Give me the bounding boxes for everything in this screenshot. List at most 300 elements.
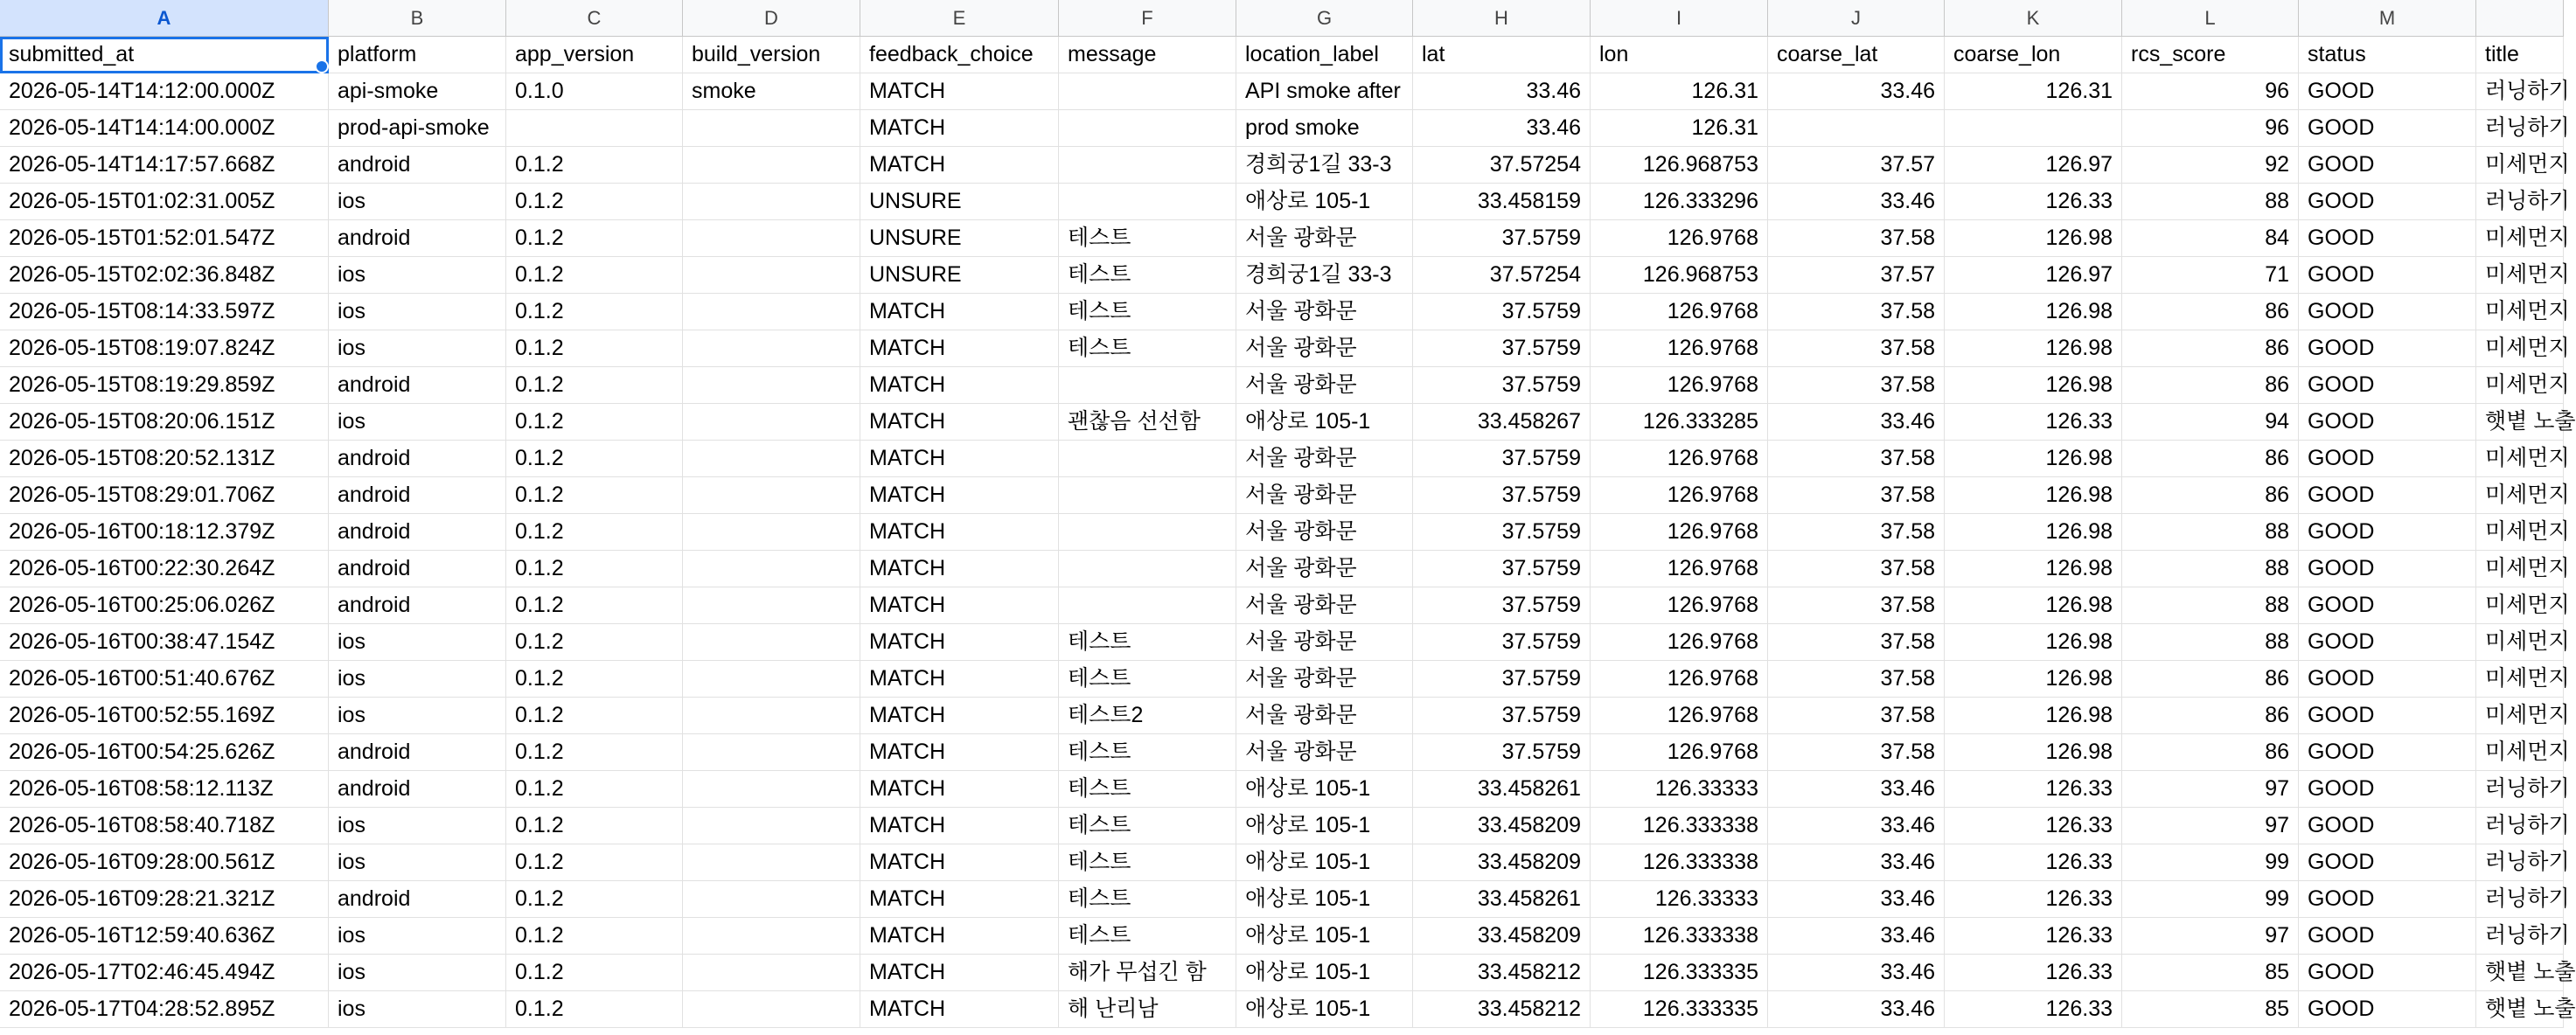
table-cell[interactable]: 126.9768 <box>1591 661 1768 698</box>
table-cell[interactable]: 2026-05-15T08:19:07.824Z <box>0 330 329 367</box>
table-cell[interactable]: 러닝하기 <box>2476 808 2564 844</box>
table-cell[interactable]: 37.5759 <box>1413 220 1591 257</box>
column-header[interactable]: F <box>1059 0 1236 37</box>
table-cell[interactable]: MATCH <box>860 698 1059 734</box>
table-cell[interactable] <box>1059 110 1236 147</box>
table-cell[interactable]: GOOD <box>2299 624 2476 661</box>
table-cell[interactable]: 2026-05-16T00:52:55.169Z <box>0 698 329 734</box>
table-cell[interactable]: GOOD <box>2299 110 2476 147</box>
table-cell[interactable] <box>683 220 860 257</box>
table-cell[interactable]: 99 <box>2122 844 2299 881</box>
table-cell[interactable]: 85 <box>2122 991 2299 1028</box>
table-cell[interactable]: android <box>329 441 506 477</box>
table-cell[interactable]: 37.57 <box>1768 257 1945 294</box>
table-cell[interactable]: 햇볕 노출 <box>2476 404 2564 441</box>
table-cell[interactable]: 126.98 <box>1945 661 2122 698</box>
table-cell[interactable]: 테스트 <box>1059 734 1236 771</box>
table-cell[interactable]: GOOD <box>2299 294 2476 330</box>
table-cell[interactable]: android <box>329 587 506 624</box>
table-cell[interactable]: 0.1.2 <box>506 844 683 881</box>
table-cell[interactable]: 86 <box>2122 698 2299 734</box>
table-cell[interactable]: MATCH <box>860 73 1059 110</box>
table-cell[interactable]: 97 <box>2122 771 2299 808</box>
table-cell[interactable]: 126.9768 <box>1591 624 1768 661</box>
table-cell[interactable] <box>683 587 860 624</box>
table-cell[interactable]: ios <box>329 184 506 220</box>
table-cell[interactable]: MATCH <box>860 661 1059 698</box>
table-cell[interactable]: 37.5759 <box>1413 698 1591 734</box>
table-cell[interactable]: 33.46 <box>1768 184 1945 220</box>
table-cell[interactable]: MATCH <box>860 624 1059 661</box>
table-cell[interactable]: 126.98 <box>1945 367 2122 404</box>
table-cell[interactable]: 테스트 <box>1059 257 1236 294</box>
table-cell[interactable]: 미세먼지 <box>2476 367 2564 404</box>
table-cell[interactable]: ios <box>329 844 506 881</box>
table-cell[interactable]: 37.58 <box>1768 514 1945 551</box>
table-cell[interactable]: ios <box>329 918 506 955</box>
table-cell[interactable]: 미세먼지 <box>2476 147 2564 184</box>
table-cell[interactable] <box>683 808 860 844</box>
table-cell[interactable]: android <box>329 367 506 404</box>
table-cell[interactable]: 33.458267 <box>1413 404 1591 441</box>
table-cell[interactable]: 126.333338 <box>1591 918 1768 955</box>
table-cell[interactable]: MATCH <box>860 955 1059 991</box>
table-cell[interactable] <box>683 624 860 661</box>
table-cell[interactable]: 0.1.2 <box>506 771 683 808</box>
table-cell[interactable]: 85 <box>2122 955 2299 991</box>
table-cell[interactable]: 126.33 <box>1945 184 2122 220</box>
table-cell[interactable]: ios <box>329 808 506 844</box>
table-cell[interactable]: 33.46 <box>1413 73 1591 110</box>
table-cell[interactable]: 0.1.2 <box>506 734 683 771</box>
table-cell[interactable]: MATCH <box>860 587 1059 624</box>
table-cell[interactable]: 0.1.2 <box>506 441 683 477</box>
table-cell[interactable]: UNSURE <box>860 257 1059 294</box>
table-cell[interactable]: 37.5759 <box>1413 587 1591 624</box>
table-cell[interactable]: MATCH <box>860 844 1059 881</box>
table-cell[interactable]: GOOD <box>2299 147 2476 184</box>
table-cell[interactable]: 서울 광화문 <box>1236 551 1413 587</box>
table-cell[interactable] <box>683 991 860 1028</box>
table-cell[interactable]: android <box>329 514 506 551</box>
table-cell[interactable]: 37.5759 <box>1413 734 1591 771</box>
table-cell[interactable]: 88 <box>2122 587 2299 624</box>
table-cell[interactable]: 97 <box>2122 918 2299 955</box>
table-cell[interactable]: 37.58 <box>1768 661 1945 698</box>
table-cell[interactable]: 37.58 <box>1768 551 1945 587</box>
table-cell[interactable]: 테스트 <box>1059 330 1236 367</box>
table-cell[interactable]: 2026-05-16T08:58:12.113Z <box>0 771 329 808</box>
table-cell[interactable]: 2026-05-14T14:17:57.668Z <box>0 147 329 184</box>
table-cell[interactable]: 88 <box>2122 514 2299 551</box>
table-cell[interactable]: GOOD <box>2299 330 2476 367</box>
table-cell[interactable]: GOOD <box>2299 477 2476 514</box>
table-cell[interactable]: 2026-05-16T00:25:06.026Z <box>0 587 329 624</box>
table-cell[interactable]: ios <box>329 661 506 698</box>
table-cell[interactable]: 햇볕 노출 <box>2476 991 2564 1028</box>
table-cell[interactable]: 126.31 <box>1945 73 2122 110</box>
table-cell[interactable]: 0.1.2 <box>506 881 683 918</box>
table-cell[interactable]: 126.9768 <box>1591 367 1768 404</box>
table-cell[interactable]: 0.1.2 <box>506 808 683 844</box>
table-cell[interactable]: 126.98 <box>1945 477 2122 514</box>
table-cell[interactable]: 126.98 <box>1945 624 2122 661</box>
table-cell[interactable]: 테스트 <box>1059 220 1236 257</box>
table-cell[interactable]: 2026-05-15T08:14:33.597Z <box>0 294 329 330</box>
table-cell[interactable]: 71 <box>2122 257 2299 294</box>
table-cell[interactable] <box>1945 110 2122 147</box>
table-cell[interactable] <box>1059 477 1236 514</box>
table-cell[interactable]: 86 <box>2122 367 2299 404</box>
table-cell[interactable]: 126.333285 <box>1591 404 1768 441</box>
table-cell[interactable]: 126.33 <box>1945 844 2122 881</box>
table-cell[interactable]: 경희궁1길 33-3 <box>1236 257 1413 294</box>
table-cell[interactable]: 126.98 <box>1945 441 2122 477</box>
table-cell[interactable]: android <box>329 771 506 808</box>
table-cell[interactable] <box>683 294 860 330</box>
header-cell[interactable]: title <box>2476 37 2564 73</box>
table-cell[interactable] <box>683 661 860 698</box>
table-cell[interactable]: 126.33333 <box>1591 881 1768 918</box>
table-cell[interactable]: 126.98 <box>1945 551 2122 587</box>
column-header[interactable]: J <box>1768 0 1945 37</box>
table-cell[interactable]: 126.9768 <box>1591 330 1768 367</box>
table-cell[interactable]: 37.58 <box>1768 441 1945 477</box>
table-cell[interactable]: 33.458261 <box>1413 771 1591 808</box>
table-cell[interactable]: 37.58 <box>1768 477 1945 514</box>
table-cell[interactable]: 33.458159 <box>1413 184 1591 220</box>
table-cell[interactable]: 33.458212 <box>1413 991 1591 1028</box>
table-cell[interactable]: 2026-05-16T00:38:47.154Z <box>0 624 329 661</box>
table-cell[interactable]: 0.1.2 <box>506 147 683 184</box>
table-cell[interactable]: 92 <box>2122 147 2299 184</box>
table-cell[interactable]: 러닝하기 <box>2476 844 2564 881</box>
table-cell[interactable]: 테스트 <box>1059 771 1236 808</box>
table-cell[interactable]: 86 <box>2122 477 2299 514</box>
table-cell[interactable]: android <box>329 477 506 514</box>
table-cell[interactable]: 37.57 <box>1768 147 1945 184</box>
table-cell[interactable] <box>683 918 860 955</box>
table-cell[interactable]: 126.98 <box>1945 330 2122 367</box>
table-cell[interactable]: android <box>329 551 506 587</box>
table-cell[interactable]: GOOD <box>2299 184 2476 220</box>
table-cell[interactable] <box>1059 514 1236 551</box>
table-cell[interactable]: 126.968753 <box>1591 257 1768 294</box>
table-cell[interactable] <box>1059 73 1236 110</box>
table-cell[interactable]: 126.968753 <box>1591 147 1768 184</box>
table-cell[interactable]: 126.9768 <box>1591 587 1768 624</box>
table-cell[interactable]: 해 난리남 <box>1059 991 1236 1028</box>
table-cell[interactable]: 126.33333 <box>1591 771 1768 808</box>
table-cell[interactable] <box>1059 587 1236 624</box>
table-cell[interactable]: 126.333338 <box>1591 844 1768 881</box>
table-cell[interactable]: MATCH <box>860 294 1059 330</box>
table-cell[interactable]: 37.58 <box>1768 367 1945 404</box>
table-cell[interactable]: MATCH <box>860 551 1059 587</box>
table-cell[interactable]: 126.9768 <box>1591 294 1768 330</box>
table-cell[interactable]: 37.58 <box>1768 294 1945 330</box>
table-cell[interactable]: 37.57254 <box>1413 147 1591 184</box>
table-cell[interactable]: android <box>329 220 506 257</box>
table-cell[interactable]: 2026-05-17T04:28:52.895Z <box>0 991 329 1028</box>
table-cell[interactable]: 126.98 <box>1945 587 2122 624</box>
table-cell[interactable]: 37.5759 <box>1413 294 1591 330</box>
table-cell[interactable]: 2026-05-14T14:14:00.000Z <box>0 110 329 147</box>
table-cell[interactable]: 0.1.2 <box>506 551 683 587</box>
table-cell[interactable]: 테스트 <box>1059 624 1236 661</box>
table-cell[interactable]: 2026-05-16T09:28:21.321Z <box>0 881 329 918</box>
table-cell[interactable]: 0.1.2 <box>506 918 683 955</box>
table-cell[interactable]: 2026-05-16T00:54:25.626Z <box>0 734 329 771</box>
table-cell[interactable]: 126.98 <box>1945 514 2122 551</box>
table-cell[interactable]: GOOD <box>2299 551 2476 587</box>
column-header[interactable]: L <box>2122 0 2299 37</box>
table-cell[interactable]: 2026-05-16T00:51:40.676Z <box>0 661 329 698</box>
header-cell[interactable]: location_label <box>1236 37 1413 73</box>
table-cell[interactable]: 37.5759 <box>1413 551 1591 587</box>
table-cell[interactable] <box>683 734 860 771</box>
table-cell[interactable]: 2026-05-15T08:19:29.859Z <box>0 367 329 404</box>
fill-handle[interactable] <box>315 59 329 73</box>
table-cell[interactable]: 애상로 105-1 <box>1236 808 1413 844</box>
header-cell[interactable]: submitted_at <box>0 37 329 73</box>
table-cell[interactable]: 서울 광화문 <box>1236 698 1413 734</box>
table-cell[interactable]: 86 <box>2122 734 2299 771</box>
table-cell[interactable]: 86 <box>2122 441 2299 477</box>
table-cell[interactable]: 2026-05-17T02:46:45.494Z <box>0 955 329 991</box>
table-cell[interactable]: 테스트 <box>1059 294 1236 330</box>
table-cell[interactable]: 서울 광화문 <box>1236 294 1413 330</box>
table-cell[interactable] <box>683 844 860 881</box>
table-cell[interactable] <box>1059 147 1236 184</box>
table-cell[interactable] <box>683 404 860 441</box>
table-cell[interactable]: MATCH <box>860 110 1059 147</box>
table-cell[interactable] <box>683 441 860 477</box>
table-cell[interactable]: api-smoke <box>329 73 506 110</box>
table-cell[interactable]: GOOD <box>2299 698 2476 734</box>
table-cell[interactable]: 33.46 <box>1768 918 1945 955</box>
table-cell[interactable]: ios <box>329 257 506 294</box>
table-cell[interactable]: 33.46 <box>1768 73 1945 110</box>
table-cell[interactable]: GOOD <box>2299 771 2476 808</box>
table-cell[interactable]: 0.1.2 <box>506 477 683 514</box>
table-cell[interactable]: GOOD <box>2299 881 2476 918</box>
header-cell[interactable]: app_version <box>506 37 683 73</box>
table-cell[interactable]: 테스트 <box>1059 844 1236 881</box>
table-cell[interactable]: 37.57254 <box>1413 257 1591 294</box>
table-cell[interactable]: 미세먼지 <box>2476 624 2564 661</box>
table-cell[interactable]: 37.58 <box>1768 330 1945 367</box>
table-cell[interactable]: 99 <box>2122 881 2299 918</box>
table-cell[interactable]: 0.1.2 <box>506 257 683 294</box>
table-cell[interactable]: 애상로 105-1 <box>1236 955 1413 991</box>
table-cell[interactable]: 테스트2 <box>1059 698 1236 734</box>
column-header[interactable]: B <box>329 0 506 37</box>
table-cell[interactable]: 미세먼지 <box>2476 330 2564 367</box>
table-cell[interactable]: 126.31 <box>1591 110 1768 147</box>
table-cell[interactable]: ios <box>329 294 506 330</box>
table-cell[interactable]: 126.9768 <box>1591 551 1768 587</box>
table-cell[interactable]: 2026-05-15T02:02:36.848Z <box>0 257 329 294</box>
table-cell[interactable]: 126.9768 <box>1591 441 1768 477</box>
table-cell[interactable]: GOOD <box>2299 844 2476 881</box>
table-cell[interactable]: MATCH <box>860 991 1059 1028</box>
table-cell[interactable]: 33.46 <box>1413 110 1591 147</box>
table-cell[interactable]: GOOD <box>2299 991 2476 1028</box>
table-cell[interactable] <box>683 257 860 294</box>
table-cell[interactable]: 0.1.2 <box>506 661 683 698</box>
table-cell[interactable]: 126.98 <box>1945 294 2122 330</box>
table-cell[interactable]: 0.1.2 <box>506 367 683 404</box>
table-cell[interactable]: 37.58 <box>1768 220 1945 257</box>
table-cell[interactable]: 37.5759 <box>1413 661 1591 698</box>
table-cell[interactable]: 2026-05-15T01:52:01.547Z <box>0 220 329 257</box>
table-cell[interactable]: 경희궁1길 33-3 <box>1236 147 1413 184</box>
table-cell[interactable]: 2026-05-14T14:12:00.000Z <box>0 73 329 110</box>
table-cell[interactable]: 126.31 <box>1591 73 1768 110</box>
table-cell[interactable]: 테스트 <box>1059 661 1236 698</box>
column-header[interactable]: H <box>1413 0 1591 37</box>
table-cell[interactable]: 126.9768 <box>1591 220 1768 257</box>
table-cell[interactable]: 126.9768 <box>1591 734 1768 771</box>
table-cell[interactable]: API smoke after <box>1236 73 1413 110</box>
table-cell[interactable] <box>683 367 860 404</box>
table-cell[interactable]: 애상로 105-1 <box>1236 881 1413 918</box>
table-cell[interactable]: 0.1.2 <box>506 330 683 367</box>
table-cell[interactable]: 2026-05-15T08:20:52.131Z <box>0 441 329 477</box>
table-cell[interactable]: 햇볕 노출 <box>2476 955 2564 991</box>
table-cell[interactable]: 126.98 <box>1945 734 2122 771</box>
table-cell[interactable]: 126.98 <box>1945 220 2122 257</box>
table-cell[interactable]: ios <box>329 330 506 367</box>
table-cell[interactable] <box>683 698 860 734</box>
table-cell[interactable]: 126.9768 <box>1591 477 1768 514</box>
table-cell[interactable]: 러닝하기 <box>2476 881 2564 918</box>
table-cell[interactable]: 33.46 <box>1768 955 1945 991</box>
column-header[interactable]: G <box>1236 0 1413 37</box>
table-cell[interactable]: 37.5759 <box>1413 330 1591 367</box>
table-cell[interactable]: 33.458209 <box>1413 808 1591 844</box>
table-cell[interactable]: 126.33 <box>1945 955 2122 991</box>
table-cell[interactable] <box>683 771 860 808</box>
table-cell[interactable]: 0.1.2 <box>506 587 683 624</box>
column-header[interactable]: M <box>2299 0 2476 37</box>
table-cell[interactable]: GOOD <box>2299 587 2476 624</box>
table-cell[interactable]: 서울 광화문 <box>1236 587 1413 624</box>
table-cell[interactable]: 96 <box>2122 73 2299 110</box>
table-cell[interactable]: UNSURE <box>860 184 1059 220</box>
table-cell[interactable]: 애상로 105-1 <box>1236 771 1413 808</box>
table-cell[interactable]: MATCH <box>860 881 1059 918</box>
table-cell[interactable] <box>683 514 860 551</box>
table-cell[interactable]: 애상로 105-1 <box>1236 991 1413 1028</box>
table-cell[interactable]: 86 <box>2122 661 2299 698</box>
table-cell[interactable]: GOOD <box>2299 257 2476 294</box>
table-cell[interactable]: GOOD <box>2299 220 2476 257</box>
table-cell[interactable]: 해가 무섭긴 함 <box>1059 955 1236 991</box>
table-cell[interactable] <box>1768 110 1945 147</box>
table-cell[interactable]: 미세먼지 <box>2476 551 2564 587</box>
header-cell[interactable]: rcs_score <box>2122 37 2299 73</box>
table-cell[interactable]: 33.458209 <box>1413 844 1591 881</box>
table-cell[interactable]: 126.33 <box>1945 808 2122 844</box>
column-header[interactable] <box>2476 0 2564 37</box>
table-cell[interactable]: 애상로 105-1 <box>1236 918 1413 955</box>
table-cell[interactable]: MATCH <box>860 441 1059 477</box>
header-cell[interactable]: platform <box>329 37 506 73</box>
table-cell[interactable]: android <box>329 147 506 184</box>
table-cell[interactable]: 126.97 <box>1945 147 2122 184</box>
table-cell[interactable]: 96 <box>2122 110 2299 147</box>
table-cell[interactable]: GOOD <box>2299 661 2476 698</box>
table-cell[interactable]: 33.46 <box>1768 771 1945 808</box>
table-cell[interactable]: 미세먼지 <box>2476 257 2564 294</box>
table-cell[interactable]: 러닝하기 <box>2476 918 2564 955</box>
table-cell[interactable]: GOOD <box>2299 514 2476 551</box>
table-cell[interactable] <box>683 551 860 587</box>
table-cell[interactable]: 126.333335 <box>1591 955 1768 991</box>
table-cell[interactable]: 서울 광화문 <box>1236 330 1413 367</box>
table-cell[interactable]: 126.33 <box>1945 771 2122 808</box>
table-cell[interactable]: 2026-05-16T00:22:30.264Z <box>0 551 329 587</box>
table-cell[interactable]: 미세먼지 <box>2476 514 2564 551</box>
table-cell[interactable]: 37.5759 <box>1413 624 1591 661</box>
table-cell[interactable]: GOOD <box>2299 441 2476 477</box>
table-cell[interactable]: 33.458209 <box>1413 918 1591 955</box>
table-cell[interactable]: GOOD <box>2299 734 2476 771</box>
table-cell[interactable]: GOOD <box>2299 955 2476 991</box>
table-cell[interactable]: 33.46 <box>1768 991 1945 1028</box>
table-cell[interactable] <box>683 110 860 147</box>
table-cell[interactable] <box>683 147 860 184</box>
table-cell[interactable]: smoke <box>683 73 860 110</box>
header-cell[interactable]: feedback_choice <box>860 37 1059 73</box>
table-cell[interactable]: MATCH <box>860 918 1059 955</box>
column-header[interactable]: D <box>683 0 860 37</box>
table-cell[interactable]: 서울 광화문 <box>1236 441 1413 477</box>
table-cell[interactable]: 2026-05-16T09:28:00.561Z <box>0 844 329 881</box>
table-cell[interactable]: 88 <box>2122 551 2299 587</box>
table-cell[interactable]: android <box>329 734 506 771</box>
table-cell[interactable]: ios <box>329 955 506 991</box>
table-cell[interactable]: 33.458261 <box>1413 881 1591 918</box>
table-cell[interactable]: UNSURE <box>860 220 1059 257</box>
table-cell[interactable]: 33.46 <box>1768 404 1945 441</box>
table-cell[interactable]: 88 <box>2122 624 2299 661</box>
table-cell[interactable] <box>683 330 860 367</box>
table-cell[interactable]: 테스트 <box>1059 918 1236 955</box>
header-cell[interactable]: coarse_lon <box>1945 37 2122 73</box>
table-cell[interactable]: 애상로 105-1 <box>1236 184 1413 220</box>
table-cell[interactable] <box>683 955 860 991</box>
table-cell[interactable]: ios <box>329 991 506 1028</box>
table-cell[interactable] <box>683 881 860 918</box>
table-cell[interactable]: GOOD <box>2299 404 2476 441</box>
table-cell[interactable]: ios <box>329 404 506 441</box>
table-cell[interactable]: MATCH <box>860 477 1059 514</box>
table-cell[interactable]: 37.58 <box>1768 587 1945 624</box>
table-cell[interactable]: prod-api-smoke <box>329 110 506 147</box>
table-cell[interactable]: 126.33 <box>1945 404 2122 441</box>
table-cell[interactable]: ios <box>329 624 506 661</box>
table-cell[interactable]: 서울 광화문 <box>1236 734 1413 771</box>
table-cell[interactable]: 2026-05-16T00:18:12.379Z <box>0 514 329 551</box>
table-cell[interactable]: 2026-05-15T08:29:01.706Z <box>0 477 329 514</box>
table-cell[interactable] <box>1059 367 1236 404</box>
table-cell[interactable]: 126.333296 <box>1591 184 1768 220</box>
table-cell[interactable]: 미세먼지 <box>2476 661 2564 698</box>
table-cell[interactable]: MATCH <box>860 514 1059 551</box>
